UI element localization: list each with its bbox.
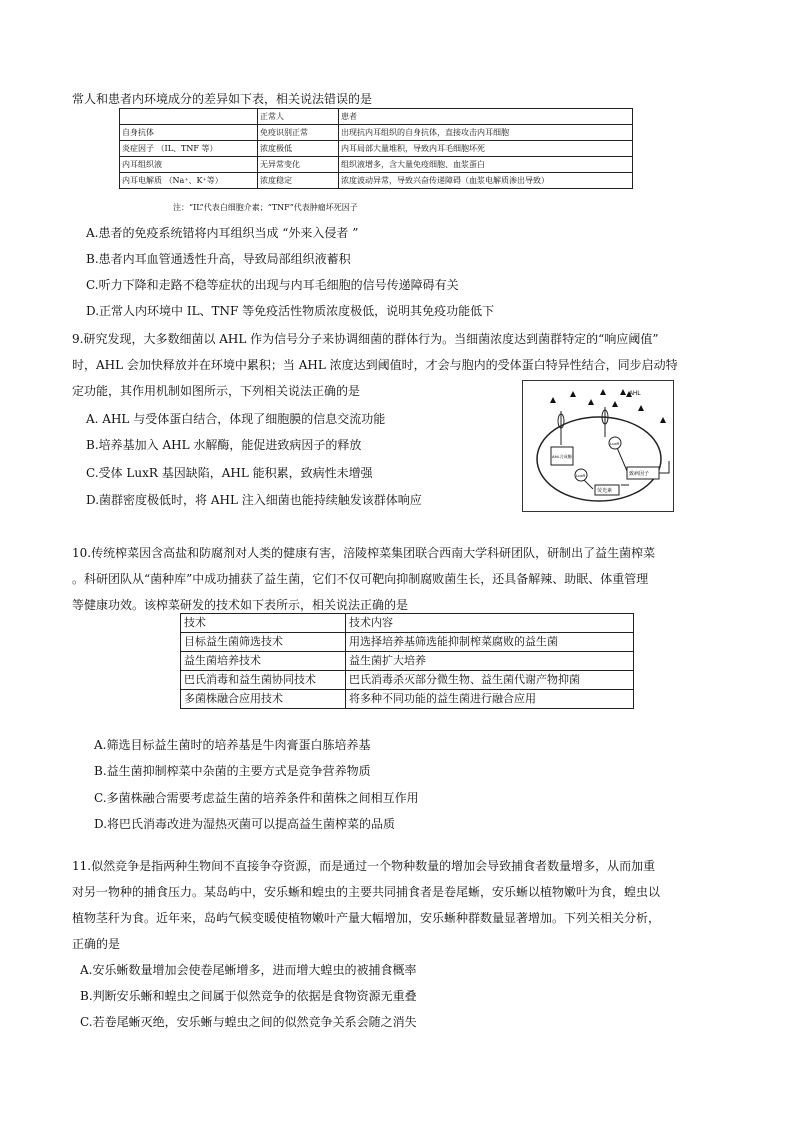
table-cell: 出现抗内耳组织的自身抗体，直接攻击内耳细胞 [339,125,633,141]
q8-intro: 常人和患者内环境成分的差异如下表，相关说法错误的是 [72,92,373,106]
mechanism-diagram-svg [523,381,673,511]
q10-option-b: B.益生菌抑制榨菜中杂菌的主要方式是竞争营养物质 [94,764,371,778]
box-label: AHL合成酶 [552,454,572,459]
table-row [120,141,633,157]
table-cell: 目标益生菌筛选技术 [181,633,346,652]
mechanism-diagram [522,380,674,512]
q9-option-b: B.培养基加入 AHL 水解酶，能促进致病因子的释放 [86,438,362,452]
ahl-triangle-icon [600,389,606,395]
table-row [120,173,633,189]
table-cell: 浓度极低 [258,141,339,157]
q11-stem-line: 植物茎秆为食。近年来，岛屿气候变暖使植物嫩叶产量大幅增加，安乐蜥种群数量显著增加。下列关相关分析， [72,911,661,925]
table-cell: 技术内容 [346,614,634,633]
table-cell: 技术 [181,614,346,633]
table-cell: 将多种不同功能的益生菌进行融合应用 [346,690,634,709]
q10-table [180,613,634,709]
table-cell: 内耳局部大量堆积，导致内耳毛细胞坏死 [339,141,633,157]
box-label: 荧光素 [597,488,613,494]
table-cell: 内耳组织液 [120,157,258,173]
box-label: 致病因子 [629,471,650,477]
q11-stem-line: 对另一物种的捕食压力。某岛屿中，安乐蜥和蝗虫的主要共同捕食者是卷尾蜥，安乐蜥以植物嫩叶为食，蝗虫以 [72,885,661,899]
table-cell: 自身抗体 [120,125,258,141]
table-cell: 组织液增多，含大量免疫细胞、血浆蛋白 [339,157,633,173]
table-row [120,157,633,173]
q9-stem-line: 时，AHL 会加快释放并在环境中累积；当 AHL 浓度达到阈值时，才会与胞内的受体蛋白特异性结合，同步启动特 [72,358,678,372]
q8-option-d: D.正常人内环境中 IL、TNF 等免疫活性物质浓度极低，说明其免疫功能低下 [86,304,495,318]
q10-option-d: D.将巴氏消毒改进为湿热灭菌可以提高益生菌榨菜的品质 [94,817,396,831]
q11-option-b: B.判断安乐蜥和蝗虫之间属于似然竞争的依据是食物资源无重叠 [80,989,417,1003]
q11-option-a: A.安乐蜥数量增加会使卷尾蜥增多，进而增大蝗虫的被捕食概率 [80,963,417,977]
table-cell: 巴氏消毒杀灭部分微生物、益生菌代谢产物抑菌 [346,671,634,690]
q8-option-b: B.患者内耳血管通透性升高，导致局部组织液蓄积 [86,252,351,266]
table-cell: 患者 [339,109,633,125]
q10-option-a: A.筛选目标益生菌时的培养基是牛肉膏蛋白胨培养基 [94,738,371,752]
q11-option-c: C.若卷尾蜥灭绝，安乐蜥与蝗虫之间的似然竞争关系会随之消失 [80,1015,417,1029]
q10-stem-line: 等健康功效。该榨菜研发的技术如下表所示，相关说法正确的是 [72,598,409,612]
q9-option-d: D.菌群密度极低时，将 AHL 注入细菌也能持续触发该群体响应 [86,493,422,507]
table-row [181,633,634,652]
q8-option-a: A.患者的免疫系统错将内耳组织当成 “外来入侵者 ” [86,226,359,240]
table-cell: 浓度稳定 [258,173,339,189]
table-row [181,690,634,709]
table-cell: 正常人 [258,109,339,125]
q8-table [119,108,633,189]
arrow-line [583,479,593,489]
table-row [120,109,633,125]
table-cell: 益生菌培养技术 [181,652,346,671]
q10-stem-line: 。科研团队从“菌种库”中成功捕获了益生菌，它们不仅可靶向抑制腐败菌生长，还具备解辣、助眠、体重管理 [72,572,649,586]
ahl-triangle-icon [612,401,618,407]
table-cell: 用选择培养基筛选能抑制榨菜腐败的益生菌 [346,633,634,652]
circle-label: LuxR [576,473,586,478]
ahl-triangle-icon [660,417,666,423]
q9-option-a: A. AHL 与受体蛋白结合，体现了细胞膜的信息交流功能 [86,412,386,426]
ahl-triangle-icon [550,397,556,403]
q11-stem-line: 正确的是 [72,937,121,951]
ahl-triangle-icon [570,391,576,397]
q9-stem-line: 9.研究发现，大多数细菌以 AHL 作为信号分子来协调细菌的群体行为。当细菌浓度达到菌群特定的“响应阈值” [72,332,659,346]
q10-option-c: C.多菌株融合需要考虑益生菌的培养条件和菌株之间相互作用 [94,791,419,805]
table-cell: 内耳电解质 （Na⁺、K⁺等） [120,173,258,189]
table-row [181,614,634,633]
table-row [181,671,634,690]
q9-stem-line: 定功能，其作用机制如图所示，下列相关说法正确的是 [72,384,361,398]
legend-label: AHL [629,391,641,397]
q11-stem-line: 11.似然竞争是指两种生物间不直接争夺资源，而是通过一个物种数量的增加会导致捕食者数量增多，从而加重 [72,859,656,873]
table-cell: 浓度波动异常，导致兴奋传递障碍（血浆电解质渗出导致） [339,173,633,189]
q9-option-c: C.受体 LuxR 基因缺陷，AHL 能积累，致病性未增强 [86,466,373,480]
table-cell [120,109,258,125]
ahl-triangle-icon [638,405,644,411]
q10-stem-line: 10.传统榨菜因含高盐和防腐剂对人类的健康有害，涪陵榨菜集团联合西南大学科研团队，研制出了益生菌榨菜 [72,546,656,560]
circle-label: LuxR [610,441,620,446]
table-cell: 无异常变化 [258,157,339,173]
table-row [120,125,633,141]
ahl-triangle-icon [588,399,594,405]
table-cell: 益生菌扩大培养 [346,652,634,671]
table-cell: 巴氏消毒和益生菌协同技术 [181,671,346,690]
table-row [181,652,634,671]
table-cell: 炎症因子 （IL、TNF 等） [120,141,258,157]
ahl-legend-icon [620,389,626,395]
table-cell: 免疫识别正常 [258,125,339,141]
table-note: 注：“IL”代表白细胞介素；“TNF”代表肿瘤坏死因子 [173,203,358,212]
q8-option-c: C.听力下降和走路不稳等症状的出现与内耳毛细胞的信号传递障碍有关 [86,278,459,292]
table-cell: 多菌株融合应用技术 [181,690,346,709]
